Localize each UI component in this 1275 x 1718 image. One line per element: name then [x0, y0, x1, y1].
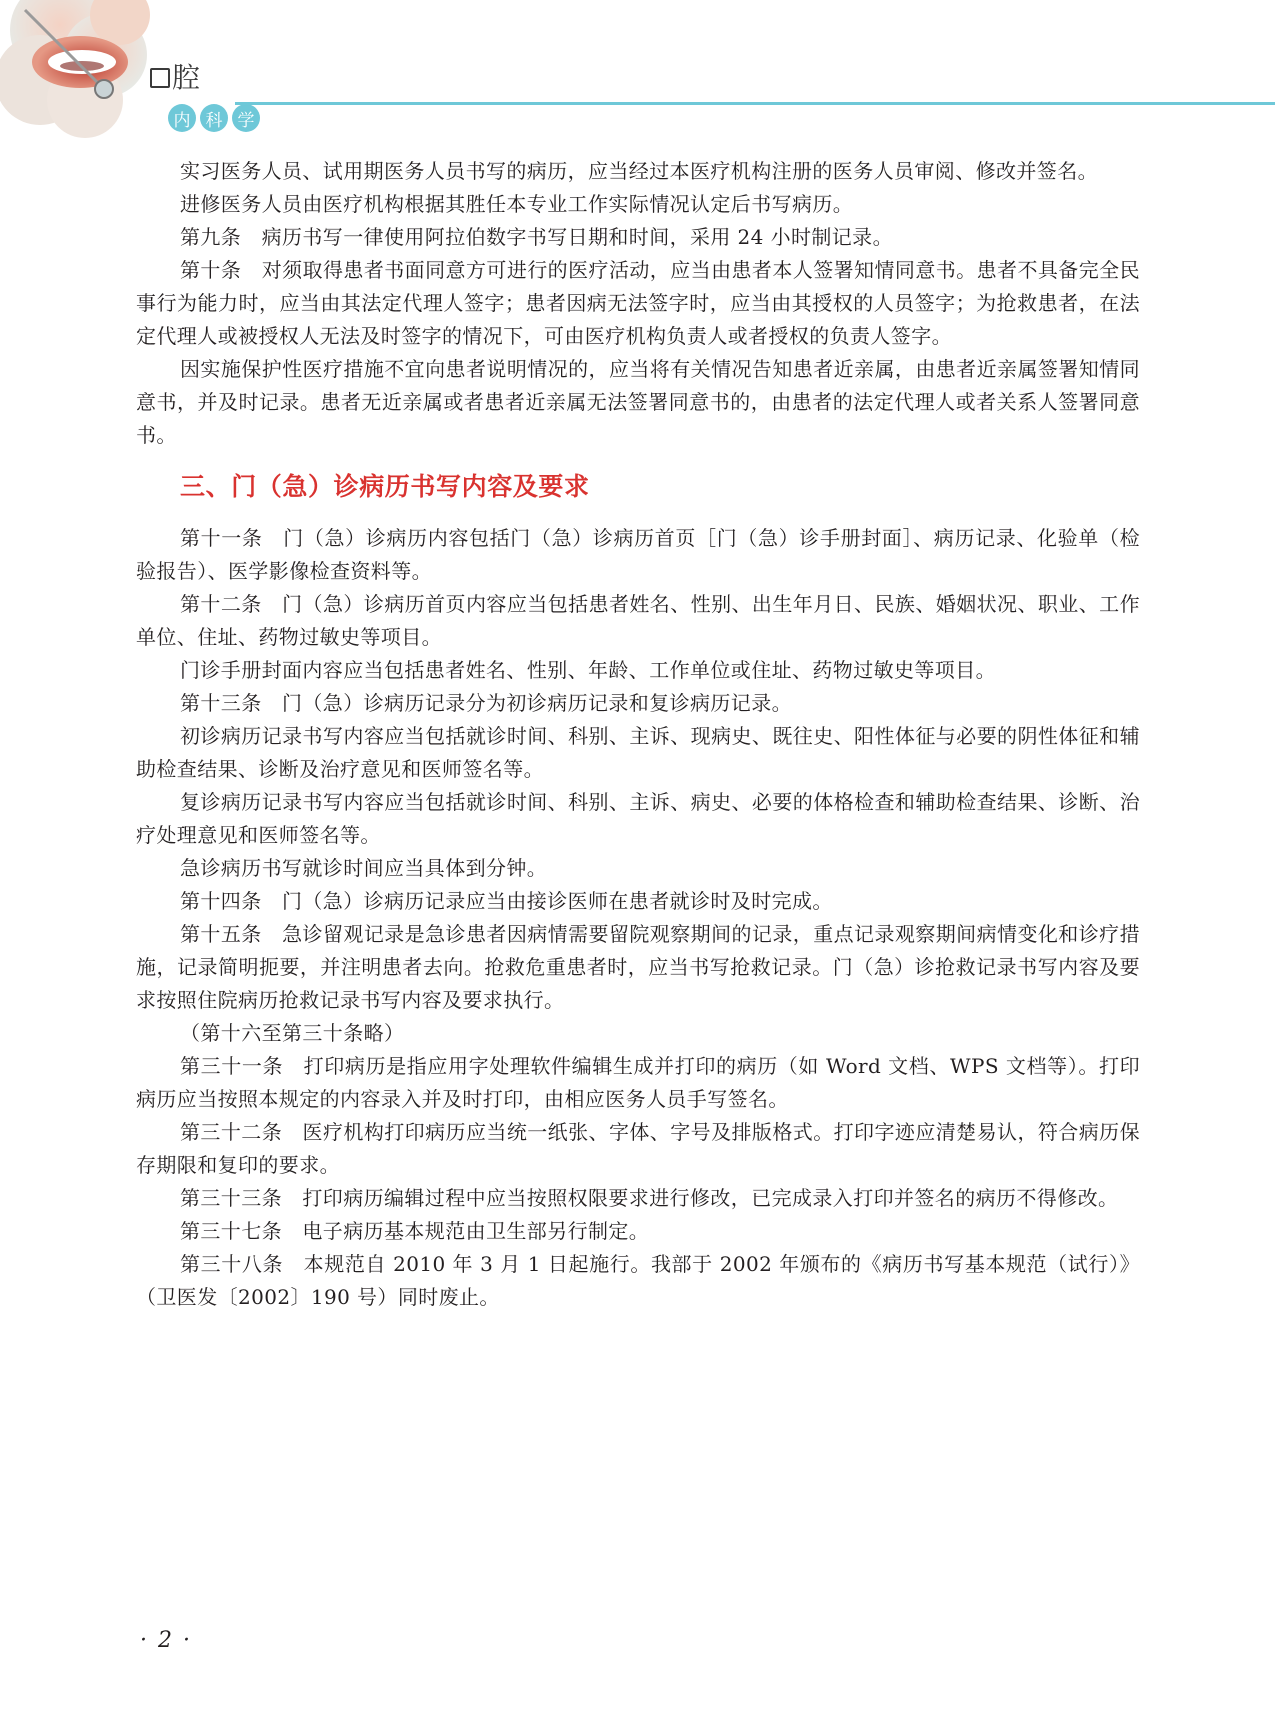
- paragraph: 第三十八条 本规范自 2010 年 3 月 1 日起施行。我部于 2002 年颁布的《病历书写基本规范（试行）》（卫医发〔2002〕190 号）同时废止。: [136, 1252, 1140, 1309]
- brand-main-char: 腔: [172, 61, 201, 94]
- paragraph: 第三十七条 电子病历基本规范由卫生部另行制定。: [180, 1219, 650, 1243]
- brand-subtitle: [168, 104, 260, 132]
- brand-square-mark: [150, 68, 170, 88]
- brand-char: 内: [168, 104, 196, 132]
- paragraph: （第十六至第三十条略）: [180, 1021, 405, 1045]
- paragraph: 因实施保护性医疗措施不宜向患者说明情况的，应当将有关情况告知患者近亲属，由患者近亲属签署知情同意书，并及时记录。患者无近亲属或者患者近亲属无法签署同意书的，由患者的法定代理人或者关系人签署同意书。: [136, 357, 1140, 447]
- paragraph: 门诊手册封面内容应当包括患者姓名、性别、年龄、工作单位或住址、药物过敏史等项目。: [180, 658, 996, 682]
- page-content: [136, 155, 1140, 1314]
- brand-char: 科: [200, 104, 228, 132]
- paragraph: 第十四条 门（急）诊病历记录应当由接诊医师在患者就诊时及时完成。: [180, 889, 833, 913]
- paragraph: 急诊病历书写就诊时间应当具体到分钟。: [180, 856, 548, 880]
- paragraph: 进修医务人员由医疗机构根据其胜任本专业工作实际情况认定后书写病历。: [180, 192, 854, 216]
- paragraph: 初诊病历记录书写内容应当包括就诊时间、科别、主诉、现病史、既往史、阳性体征与必要的阴性体征和辅助检查结果、诊断及治疗意见和医师签名等。: [136, 724, 1140, 781]
- header-rule: [235, 102, 1275, 105]
- paragraph: 第十五条 急诊留观记录是急诊患者因病情需要留院观察期间的记录，重点记录观察期间病情变化和诊疗措施，记录简明扼要，并注明患者去向。抢救危重患者时，应当书写抢救记录。门（急）诊抢救记录书写内容及要求按照住院病历抢救记录书写内容及要求执行。: [136, 922, 1140, 1012]
- section-heading: 三、门（急）诊病历书写内容及要求: [180, 472, 590, 501]
- paragraph: 第十二条 门（急）诊病历首页内容应当包括患者姓名、性别、出生年月日、民族、婚姻状况、职业、工作单位、住址、药物过敏史等项目。: [136, 592, 1140, 649]
- paragraph: 第十三条 门（急）诊病历记录分为初诊病历记录和复诊病历记录。: [180, 691, 792, 715]
- paragraph: 第九条 病历书写一律使用阿拉伯数字书写日期和时间，采用 24 小时制记录。: [180, 225, 893, 249]
- paragraph: 第十一条 门（急）诊病历内容包括门（急）诊病历首页［门（急）诊手册封面］、病历记录、化验单（检验报告）、医学影像检查资料等。: [136, 526, 1140, 583]
- paragraph: 第三十一条 打印病历是指应用字处理软件编辑生成并打印的病历（如 Word 文档、WPS 文档等）。打印病历应当按照本规定的内容录入并及时打印，由相应医务人员手写签名。: [136, 1054, 1140, 1111]
- paragraph: 第三十三条 打印病历编辑过程中应当按照权限要求进行修改，已完成录入打印并签名的病历不得修改。: [180, 1186, 1119, 1210]
- brand-char: 学: [232, 104, 260, 132]
- paragraph: 复诊病历记录书写内容应当包括就诊时间、科别、主诉、病史、必要的体格检查和辅助检查结果、诊断、治疗处理意见和医师签名等。: [136, 790, 1140, 847]
- page-number: · 2 ·: [140, 1628, 192, 1653]
- paragraph: 实习医务人员、试用期医务人员书写的病历，应当经过本医疗机构注册的医务人员审阅、修改并签名。: [180, 159, 1098, 183]
- paragraph: 第三十二条 医疗机构打印病历应当统一纸张、字体、字号及排版格式。打印字迹应清楚易认，符合病历保存期限和复印的要求。: [136, 1120, 1140, 1177]
- paragraph: 第十条 对须取得患者书面同意方可进行的医疗活动，应当由患者本人签署知情同意书。患者不具备完全民事行为能力时，应当由其法定代理人签字；患者因病无法签字时，应当由其授权的人员签字；为抢救患者，在法定代理人或被授权人无法及时签字的情况下，可由医疗机构负责人或者授权的负责人签字。: [136, 258, 1140, 348]
